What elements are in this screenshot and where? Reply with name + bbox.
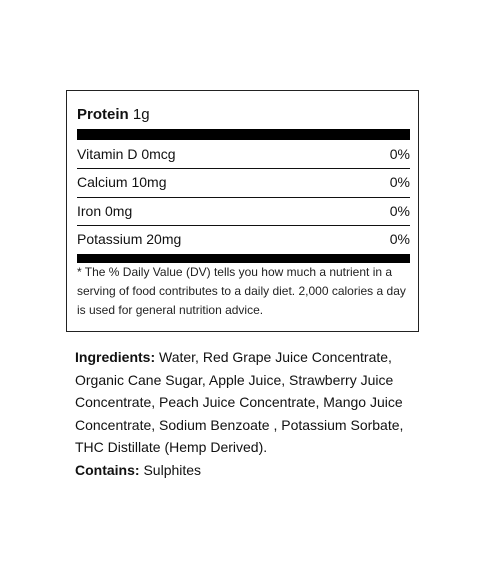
- nutrient-daily-value: 0%: [389, 231, 410, 247]
- nutrient-daily-value: 0%: [389, 146, 410, 162]
- contains-label: Contains:: [75, 461, 140, 478]
- protein-line: [77, 106, 150, 124]
- nutrient-label: Vitamin D 0mcg: [77, 146, 176, 162]
- nutrient-row-potassium: [77, 226, 410, 253]
- nutrient-row-iron: [77, 198, 410, 225]
- nutrient-row-vitamin-d: [77, 141, 410, 168]
- nutrient-label: Calcium 10mg: [77, 174, 167, 190]
- ingredients-block: [75, 346, 430, 482]
- ingredients-label: Ingredients:: [75, 349, 156, 365]
- nutrient-daily-value: 0%: [389, 174, 410, 190]
- protein-label: Protein: [77, 106, 129, 123]
- thick-divider-bottom: [77, 254, 410, 263]
- ingredients-text: Water, Red Grape Juice Concentrate, Organic Cane Sugar, Apple Juice, Strawberry Juice Concentrate, Peach Juice Concentrate, Mango Juice Concentrate, Sodium Benzoate , Potassium Sorbate, THC Distillate (Hemp Derived).: [75, 349, 404, 456]
- nutrient-label: Iron 0mg: [77, 203, 133, 219]
- daily-value-footnote: * The % Daily Value (DV) tells you how much a nutrient in a serving of food contributes to a daily diet. 2,000 calories a day is used for general nutrition advice.: [77, 265, 406, 317]
- nutrient-label: Potassium 20mg: [77, 231, 182, 247]
- contains-text: Sulphites: [143, 461, 202, 478]
- protein-value: 1g: [132, 106, 150, 123]
- thick-divider-top: [77, 129, 410, 140]
- nutrition-facts-panel: [66, 90, 419, 332]
- nutrient-daily-value: 0%: [389, 203, 410, 219]
- nutrient-row-calcium: [77, 169, 410, 196]
